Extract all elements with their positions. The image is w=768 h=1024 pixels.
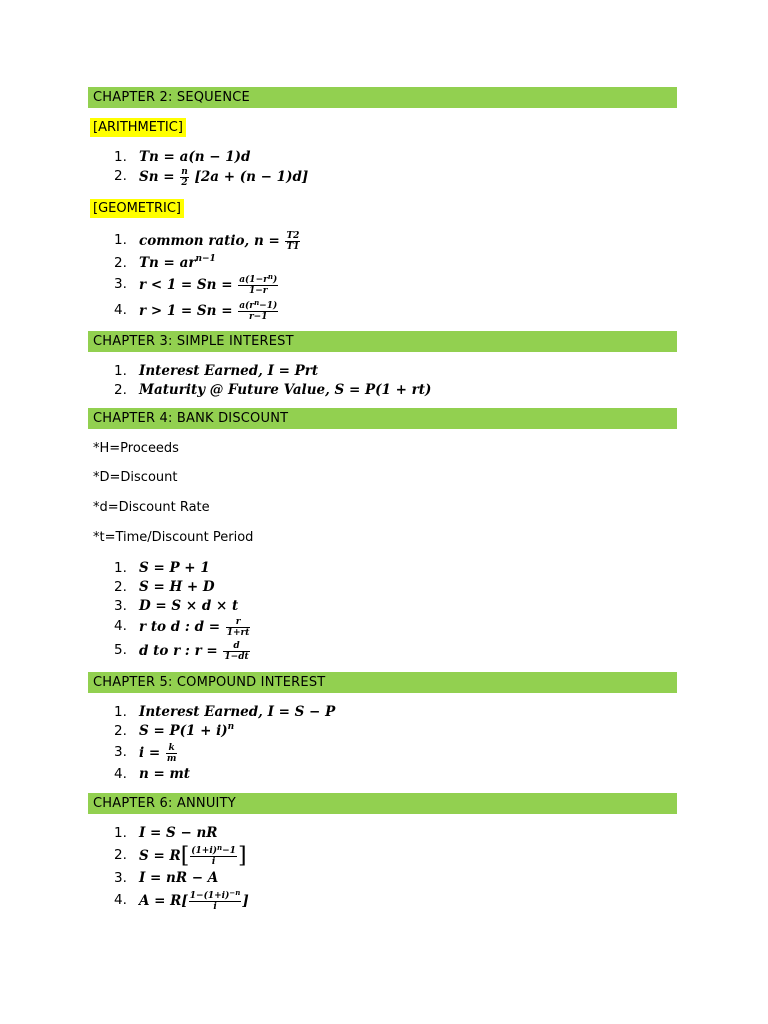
- chapter-3-heading: CHAPTER 3: SIMPLE INTEREST: [88, 331, 677, 352]
- fraction: $\frac{d}{1-dt}$: [224, 641, 249, 662]
- formula-geo-3: r < 1 = Sn = $\frac{a(1-r^n)}{1-r}$: [139, 272, 278, 296]
- chapter-2-heading: CHAPTER 2: SEQUENCE: [88, 87, 677, 108]
- list-number: 3.: [114, 744, 127, 760]
- fraction: $\frac{T2}{T1}$: [286, 231, 300, 252]
- formula-annuity-1: I = S − nR: [139, 825, 218, 841]
- fraction: $\frac{(1+i)^n-1}{i}$: [191, 843, 236, 867]
- list-number: 4.: [114, 766, 127, 782]
- chapter-4-heading: CHAPTER 4: BANK DISCOUNT: [88, 408, 677, 429]
- formula-compound-2: $S = P(1 + i)^n$: [139, 722, 235, 739]
- list-number: 4.: [114, 618, 127, 634]
- formula-geo-2: $Tn = ar^{n-1}$: [139, 254, 216, 271]
- fraction: $\frac{k}{m}$: [166, 743, 177, 764]
- list-number: 1.: [114, 704, 127, 720]
- formula-compound-3: i = $\frac{k}{m}$: [139, 743, 177, 764]
- note-time: *t=Time/Discount Period: [93, 530, 254, 545]
- list-number: 4.: [114, 892, 127, 908]
- formula-bank-5: d to r : r = $\frac{d}{1-dt}$: [139, 641, 249, 662]
- formula-bank-1: S = P + 1: [139, 560, 210, 576]
- formula-geo-1: common ratio, n = $\frac{T2}{T1}$: [139, 231, 300, 252]
- list-number: 2.: [114, 168, 127, 184]
- list-number: 3.: [114, 598, 127, 614]
- list-number: 2.: [114, 255, 127, 271]
- list-number: 2.: [114, 579, 127, 595]
- list-number: 2.: [114, 382, 127, 398]
- list-number: 1.: [114, 825, 127, 841]
- fraction: $\frac{1-(1+i)^{-n}}{i}$: [189, 888, 241, 912]
- list-number: 1.: [114, 232, 127, 248]
- list-number: 3.: [114, 870, 127, 886]
- formula-geo-4: r > 1 = Sn = $\frac{a(r^n-1)}{r-1}$: [139, 298, 278, 322]
- formula-arith-1: Tn = a(n − 1)d: [139, 149, 251, 165]
- geometric-tag: [GEOMETRIC]: [90, 199, 184, 218]
- chapter-6-heading: CHAPTER 6: ANNUITY: [88, 793, 677, 814]
- formula-annuity-4: A = R[ $\frac{1-(1+i)^{-n}}{i}$ ]: [139, 888, 249, 912]
- list-number: 1.: [114, 363, 127, 379]
- formula-compound-4: n = mt: [139, 766, 191, 782]
- list-number: 3.: [114, 276, 127, 292]
- formula-bank-4: r to d : d = $\frac{r}{1+rt}$: [139, 617, 250, 638]
- note-discount-rate: *d=Discount Rate: [93, 500, 210, 515]
- list-number: 2.: [114, 847, 127, 863]
- note-discount: *D=Discount: [93, 470, 178, 485]
- formula-arith-2: Sn = $\frac{n}{2}$ [2a + (n − 1)d]: [139, 167, 309, 188]
- formula-simple-2: Maturity @ Future Value, S = P(1 + rt): [139, 382, 432, 398]
- fraction: $\frac{a(1-r^n)}{1-r}$: [239, 272, 278, 296]
- note-proceeds: *H=Proceeds: [93, 441, 179, 456]
- list-number: 2.: [114, 723, 127, 739]
- list-number: 1.: [114, 560, 127, 576]
- list-number: 5.: [114, 642, 127, 658]
- fraction: $\frac{a(r^n-1)}{r-1}$: [239, 298, 278, 322]
- formula-annuity-2: S = R[ $\frac{(1+i)^n-1}{i}$ ]: [139, 843, 247, 869]
- fraction: $\frac{n}{2}$: [181, 167, 188, 188]
- formula-bank-3: D = S × d × t: [139, 598, 239, 614]
- formula-compound-1: Interest Earned, I = S − P: [139, 704, 336, 720]
- formula-annuity-3: I = nR − A: [139, 870, 219, 886]
- list-number: 4.: [114, 302, 127, 318]
- formula-simple-1: Interest Earned, I = Prt: [139, 363, 319, 379]
- fraction: $\frac{r}{1+rt}$: [226, 617, 250, 638]
- list-number: 1.: [114, 149, 127, 165]
- formula-bank-2: S = H + D: [139, 579, 215, 595]
- arithmetic-tag: [ARITHMETIC]: [90, 118, 186, 137]
- chapter-5-heading: CHAPTER 5: COMPOUND INTEREST: [88, 672, 677, 693]
